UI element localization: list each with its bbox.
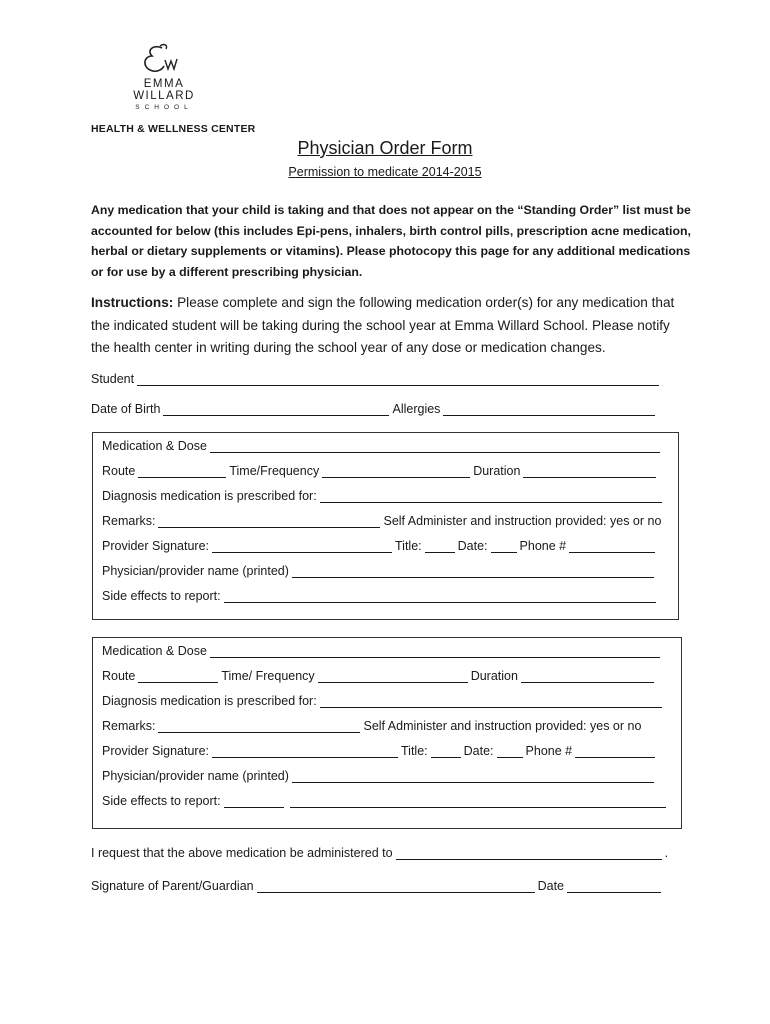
- date-field[interactable]: [491, 540, 517, 553]
- monogram-logo-icon: [140, 42, 188, 78]
- remarks-field[interactable]: [158, 720, 360, 733]
- phone-field[interactable]: [575, 745, 655, 758]
- signature-date-field[interactable]: [567, 880, 661, 893]
- medication-order-box-2: [92, 637, 682, 829]
- side-effects-field-2[interactable]: [290, 795, 666, 808]
- diagnosis-row: [102, 694, 665, 708]
- school-logo: [112, 42, 216, 110]
- provider-signature-label: Provider Signature:: [102, 744, 210, 758]
- parent-signature-field[interactable]: [257, 880, 535, 893]
- duration-label: Duration: [470, 669, 518, 683]
- route-row: [102, 464, 659, 478]
- side-effects-label: Side effects to report:: [102, 589, 221, 603]
- dob-field[interactable]: [163, 403, 389, 416]
- diagnosis-field[interactable]: [320, 490, 662, 503]
- dob-allergies-row: [91, 402, 658, 416]
- physician-name-label: Physician/provider name (printed): [102, 769, 289, 783]
- time-frequency-field[interactable]: [322, 465, 470, 478]
- physician-name-field[interactable]: [292, 770, 654, 783]
- remarks-label: Remarks:: [102, 514, 156, 528]
- route-field[interactable]: [138, 670, 218, 683]
- phone-field[interactable]: [569, 540, 655, 553]
- phone-label: Phone #: [525, 744, 573, 758]
- remarks-field[interactable]: [158, 515, 380, 528]
- medication-notice: Any medication that your child is taking and that does not appear on the “Standing Order” list must be accounted for below (this includes Epi-pens, inhalers, birth control pills, prescription acne medication, herbal or dietary supplements or vitamins). Please photocopy this page for any additional medications or for use by a different prescribing physician.: [91, 203, 691, 279]
- provider-signature-label: Provider Signature:: [102, 539, 210, 553]
- allergies-field[interactable]: [443, 403, 655, 416]
- side-effects-label: Side effects to report:: [102, 794, 221, 808]
- request-period: .: [664, 846, 669, 860]
- date-label: Date:: [457, 539, 488, 553]
- side-effects-field-1[interactable]: [224, 795, 284, 808]
- self-administer-label: Self Administer and instruction provided: yes or no: [363, 719, 642, 733]
- instructions-text: Please complete and sign the following medication order(s) for any medication that the indicated student will be taking during the school year at Emma Willard School. Please notify the health center in writing during the school year of any dose or medication changes.: [91, 295, 675, 355]
- remarks-row: [102, 719, 641, 733]
- side-effects-row: [102, 794, 669, 808]
- form-subtitle: Permission to medicate 2014-2015: [288, 165, 482, 179]
- provider-signature-row: [102, 744, 658, 758]
- form-title: Physician Order Form: [297, 138, 473, 158]
- duration-field[interactable]: [523, 465, 656, 478]
- student-row: [91, 372, 662, 386]
- route-label: Route: [102, 669, 136, 683]
- date-field[interactable]: [497, 745, 523, 758]
- date-label: Date:: [463, 744, 494, 758]
- student-label: Student: [91, 372, 135, 386]
- signature-date-label: Date: [537, 879, 565, 893]
- department-heading: HEALTH & WELLNESS CENTER: [91, 123, 256, 135]
- diagnosis-label: Diagnosis medication is prescribed for:: [102, 489, 317, 503]
- request-row: [91, 846, 668, 860]
- route-field[interactable]: [138, 465, 226, 478]
- provider-signature-field[interactable]: [212, 540, 392, 553]
- duration-field[interactable]: [521, 670, 654, 683]
- medication-dose-row: [102, 644, 663, 658]
- route-label: Route: [102, 464, 136, 478]
- time-frequency-label: Time/Frequency: [229, 464, 320, 478]
- physician-name-field[interactable]: [292, 565, 654, 578]
- physician-name-label: Physician/provider name (printed): [102, 564, 289, 578]
- request-label: I request that the above medication be administered to: [91, 846, 393, 860]
- diagnosis-label: Diagnosis medication is prescribed for:: [102, 694, 317, 708]
- parent-signature-row: [91, 879, 664, 893]
- title-field[interactable]: [431, 745, 461, 758]
- medication-dose-label: Medication & Dose: [102, 439, 207, 453]
- diagnosis-row: [102, 489, 665, 503]
- dob-label: Date of Birth: [91, 402, 161, 416]
- instructions-label: Instructions:: [91, 295, 174, 310]
- instructions-paragraph: [91, 292, 691, 360]
- time-frequency-label: Time/ Frequency: [221, 669, 315, 683]
- provider-signature-field[interactable]: [212, 745, 398, 758]
- provider-signature-row: [102, 539, 658, 553]
- phone-label: Phone #: [519, 539, 567, 553]
- side-effects-field[interactable]: [224, 590, 656, 603]
- medication-dose-label: Medication & Dose: [102, 644, 207, 658]
- title-label: Title:: [401, 744, 428, 758]
- side-effects-row: [102, 589, 659, 603]
- self-administer-label: Self Administer and instruction provided: yes or no: [383, 514, 662, 528]
- title-field[interactable]: [425, 540, 455, 553]
- physician-name-row: [102, 769, 657, 783]
- route-row: [102, 669, 657, 683]
- medication-dose-field[interactable]: [210, 645, 660, 658]
- remarks-row: [102, 514, 661, 528]
- physician-name-row: [102, 564, 657, 578]
- diagnosis-field[interactable]: [320, 695, 662, 708]
- remarks-label: Remarks:: [102, 719, 156, 733]
- title-label: Title:: [395, 539, 422, 553]
- medication-dose-row: [102, 439, 663, 453]
- medication-order-box-1: [92, 432, 679, 620]
- medication-dose-field[interactable]: [210, 440, 660, 453]
- request-student-field[interactable]: [396, 847, 662, 860]
- parent-signature-label: Signature of Parent/Guardian: [91, 879, 254, 893]
- allergies-label: Allergies: [392, 402, 441, 416]
- student-field[interactable]: [137, 373, 659, 386]
- logo-name: EMMA WILLARD: [133, 78, 195, 102]
- duration-label: Duration: [473, 464, 521, 478]
- logo-subtitle: SCHOOL: [135, 104, 193, 111]
- time-frequency-field[interactable]: [318, 670, 468, 683]
